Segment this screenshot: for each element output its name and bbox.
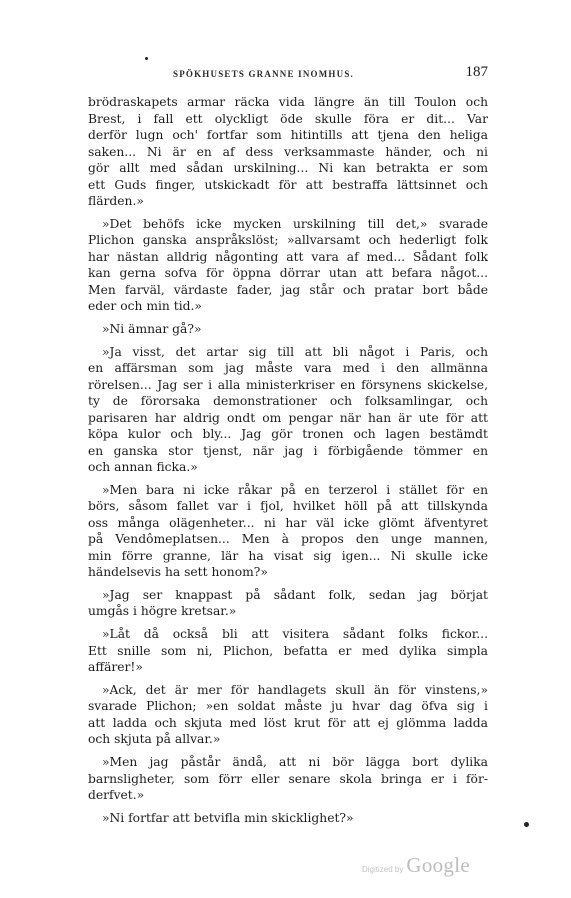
paragraph (88, 587, 488, 620)
text-line: umgås i högre kretsar.» (88, 604, 237, 619)
paragraph (88, 216, 488, 315)
text-line: och annan ficka.» (88, 460, 198, 475)
text-line: svarade Plichon; »en soldat måste ju hvar dag öfva sig i (88, 699, 488, 714)
text-line: min förre granne, lär ha visat sig igen... Ni skulle icke (88, 548, 488, 563)
text-line: affärer!» (88, 660, 143, 675)
ink-speck-top (145, 57, 148, 60)
text-line: »Men jag påstår ändå, att ni bör lägga bort dylika (102, 755, 488, 769)
page-header (88, 64, 488, 84)
text-line: gör allt med sådan urskilning... Ni kan betrakta er som (88, 161, 488, 175)
text-line: att ladda och skjuta med löst krut för att ej glömma ladda (88, 715, 488, 730)
paragraph (88, 810, 488, 827)
text-line: derför lugn och' fortfar som hitintills att tjena den heliga (88, 128, 488, 142)
text-line: rörelsen... Jag ser i alla ministerkriser en försynens skickelse, (88, 377, 488, 392)
text-line: ty de förorsaka demonstrationer och folksamlingar, och (88, 394, 488, 409)
text-line: brödraskapets armar räcka vida längre än till Toulon och (88, 95, 488, 109)
text-line: händelsevis ha sett honom?» (88, 565, 268, 580)
text-line: derfvet.» (88, 788, 145, 802)
ink-speck-margin (524, 822, 529, 827)
text-line: »Låt då också bli att visitera sådant folks fickor... (102, 627, 488, 642)
text-line: »Jag ser knappast på sådant folk, sedan jag börjat (102, 587, 488, 602)
watermark-prefix: Digitized by (362, 865, 404, 874)
text-line: Ett snille som ni, Plichon, befatta er med dylika simpla (88, 643, 488, 658)
running-title: SPÖKHUSETS GRANNE INOMHUS. (173, 69, 354, 79)
text-line: en ganska stor tjenst, när jag i förbigående tömmer en (88, 443, 488, 458)
text-line: »Ja visst, det artar sig till att bli något i Paris, och (102, 344, 488, 359)
text-line: har nästan alldrig någonting att vara af med... Sådant folk (88, 249, 488, 264)
text-line: »Men bara ni icke råkar på en terzerol i stället för en (102, 482, 488, 497)
text-line: på Vendômeplatsen... Men à propos den unge mannen, (88, 532, 488, 547)
text-line: saken... Ni är en af dess verksammaste händer, och ni (88, 144, 488, 159)
page-number: 187 (465, 64, 488, 80)
body-text (88, 94, 488, 832)
text-line: ett Guds finger, utskickadt för att bestraffa lättsinnet och (88, 177, 488, 192)
text-line: »Ni ämnar gå?» (102, 321, 202, 336)
text-line: Plichon ganska anspråkslöst; »allvarsamt och hederligt folk (88, 233, 488, 248)
text-line: oss många olägenheter... ni har väl icke glömt äfventyret (88, 515, 488, 530)
paragraph (88, 482, 488, 581)
text-line: Brest, i fall ett olyckligt öde skulle föra er dit... Var (88, 111, 488, 126)
text-line: börs, såsom fallet var i fjol, hvilket höll på att tillskynda (88, 499, 488, 514)
paragraph (88, 344, 488, 476)
text-line: eder och min tid.» (88, 299, 202, 314)
text-line: en affärsman som jag måste vara med i den allmänna (88, 361, 488, 376)
text-line: barnsligheter, som förr eller senare skola bringa er i för- (88, 771, 488, 786)
paragraph (88, 626, 488, 676)
text-line: parisaren har aldrig ondt om pengar när han är ute för att (88, 410, 488, 425)
text-line: kan gerna sofva för öppna dörrar utan att befara något... (88, 266, 488, 281)
text-line: Men farväl, värdaste fader, jag står och pratar bort både (88, 282, 488, 297)
text-line: »Det behöfs icke mycken urskilning till det,» svarade (102, 216, 488, 231)
text-line: köpa kulor och bly... Jag gör tronen och lagen bestämdt (88, 427, 488, 442)
paragraph (88, 94, 488, 210)
digitized-watermark (362, 853, 470, 878)
text-line: och skjuta på allvar.» (88, 732, 221, 747)
text-line: »Ni fortfar att betvifla min skicklighet?» (102, 810, 354, 825)
text-line: »Ack, det är mer för handlagets skull än för vinstens,» (102, 682, 488, 697)
paragraph (88, 321, 488, 338)
paragraph (88, 682, 488, 748)
paragraph (88, 754, 488, 804)
google-logo: Google (406, 853, 470, 877)
text-line: flärden.» (88, 194, 144, 208)
